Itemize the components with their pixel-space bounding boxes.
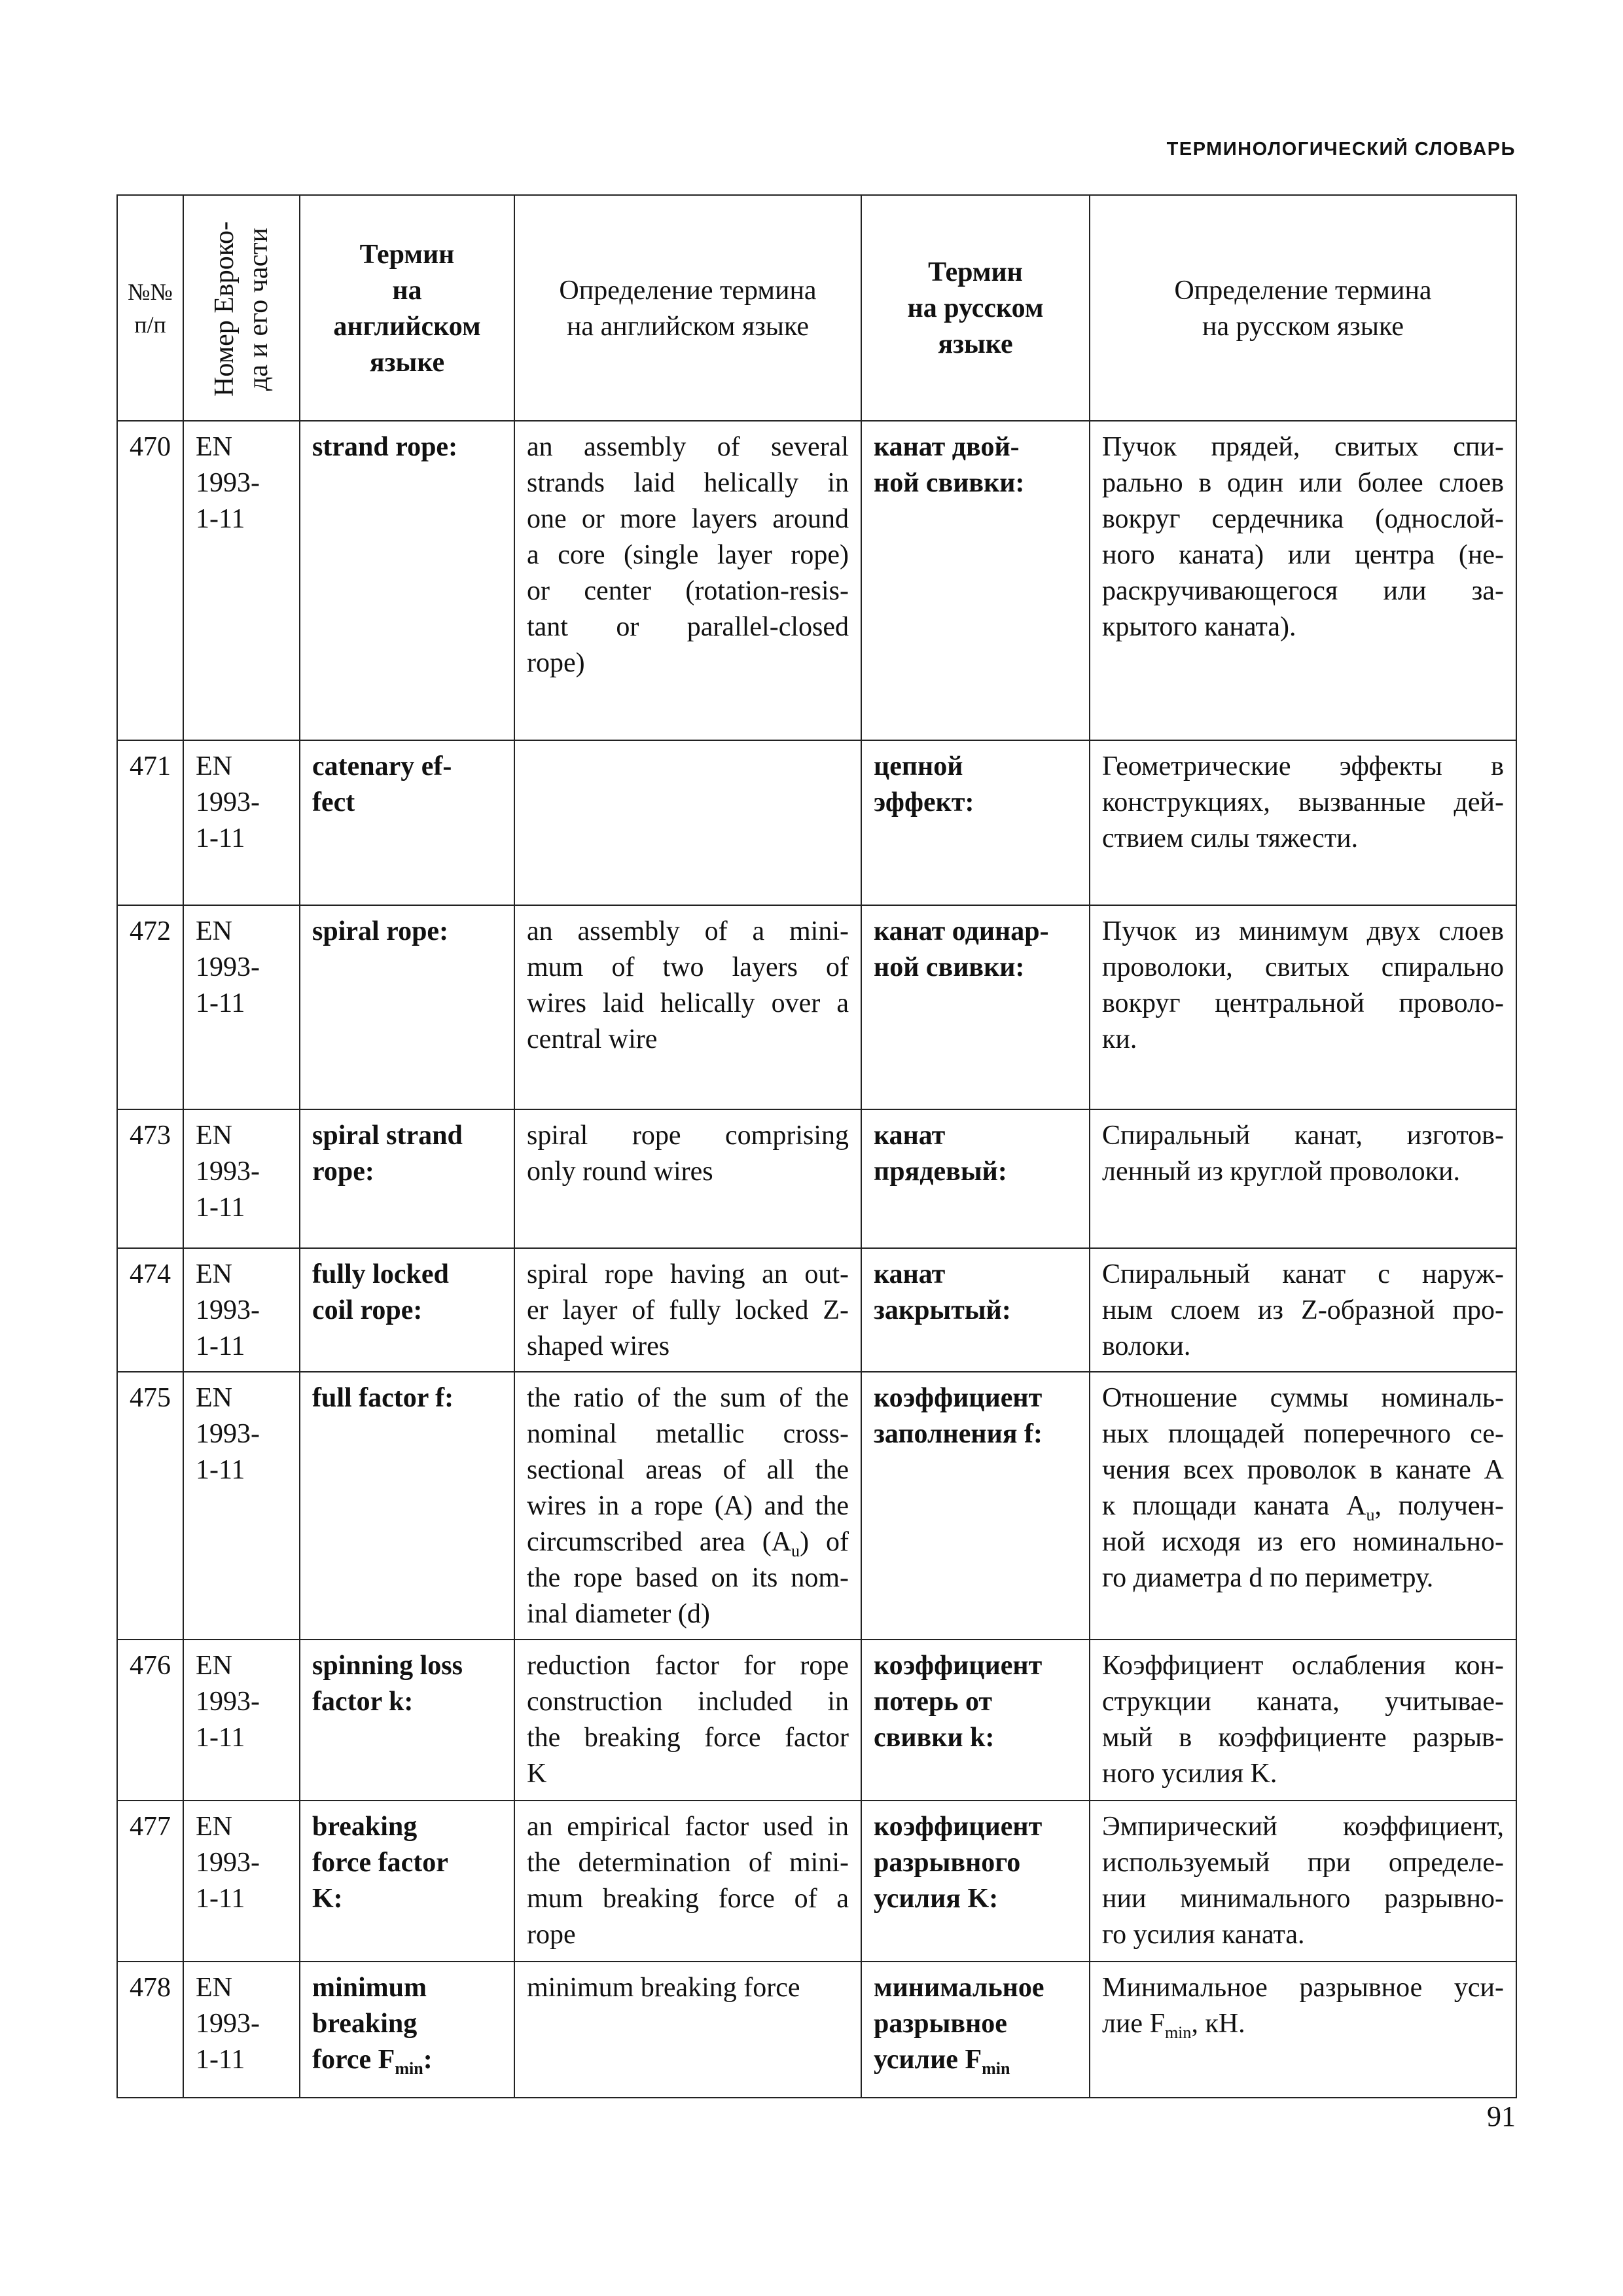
text-line: the rope based on its nom-	[527, 1563, 849, 1593]
table-row	[117, 1372, 1516, 1640]
text-line: force factor	[312, 1848, 448, 1878]
text-line: к площади каната $A_u$, получен-	[1102, 1491, 1505, 1525]
text-line: Пучок из минимум двух слоев	[1102, 916, 1504, 946]
text-line: минимальное	[874, 1973, 1044, 2003]
text-line: a core (single layer rope)	[527, 540, 849, 570]
text-line: струкции каната, учитывае-	[1102, 1687, 1504, 1717]
text-line: an assembly of several	[527, 432, 849, 462]
text-line: Геометрические эффекты в	[1102, 751, 1504, 781]
text-line: ного каната) или центра (не-	[1102, 540, 1504, 570]
text-line: Пучок прядей, свитых спи-	[1102, 432, 1504, 462]
text-line: mum breaking force of a	[527, 1884, 849, 1914]
text-line: force $F_{min}$:	[312, 2045, 433, 2079]
cell-num: 475	[117, 1372, 183, 1640]
text-line: канат	[874, 1121, 946, 1151]
text-line: spiral strand	[312, 1121, 463, 1151]
text-line: разрывного	[874, 1848, 1021, 1878]
running-head: ТЕРМИНОЛОГИЧЕСКИЙ СЛОВАРЬ	[1166, 139, 1516, 160]
text-line: wires laid helically over a	[527, 988, 849, 1018]
header-eurocode: Номер Евроко- да и его части	[183, 195, 300, 421]
table-row	[117, 740, 1516, 905]
cell-def-ru	[1090, 1109, 1516, 1248]
header-row	[117, 195, 1516, 421]
cell-def-ru	[1090, 1372, 1516, 1640]
cell-term-ru	[861, 1248, 1090, 1372]
text-line: мый в коэффициенте разрыв-	[1102, 1723, 1504, 1753]
text-line: sectional areas of all the	[527, 1455, 849, 1485]
table-row	[117, 1962, 1516, 2098]
cell-def-en	[514, 1109, 861, 1248]
cell-eurocode: EN 1993- 1-11	[183, 1372, 300, 1640]
header-num: №№ п/п	[117, 195, 183, 421]
cell-term-en	[300, 1248, 514, 1372]
text-line: канат	[874, 1259, 946, 1289]
cell-num: 478	[117, 1962, 183, 2098]
text-line: закрытый:	[874, 1295, 1011, 1325]
header-def-en: Определение термина на английском языке	[514, 195, 861, 421]
text-line: го диаметра d по периметру.	[1102, 1563, 1434, 1593]
cell-num: 470	[117, 421, 183, 740]
text-line: rope:	[312, 1157, 374, 1187]
text-line: an assembly of a mini-	[527, 916, 849, 946]
text-line: нии минимального разрывно-	[1102, 1884, 1504, 1914]
cell-num: 477	[117, 1801, 183, 1962]
cell-term-en	[300, 1640, 514, 1801]
text-line: раскручивающегося или за-	[1102, 576, 1504, 606]
cell-eurocode: EN 1993- 1-11	[183, 1640, 300, 1801]
text-line: разрывное	[874, 2009, 1007, 2039]
text-line: ным слоем из Z-образной про-	[1102, 1295, 1504, 1325]
cell-def-ru	[1090, 1962, 1516, 2098]
table-row	[117, 1248, 1516, 1372]
text-line: the ratio of the sum of the	[527, 1383, 849, 1413]
text-line: spinning loss	[312, 1651, 463, 1681]
cell-term-en	[300, 1109, 514, 1248]
text-line: коэффициент	[874, 1812, 1043, 1842]
text-line: breaking	[312, 1812, 418, 1842]
text-line: inal diameter (d)	[527, 1599, 710, 1629]
text-line: Эмпирический коэффициент,	[1102, 1812, 1504, 1842]
text-line: вокруг сердечника (однослой-	[1102, 504, 1504, 534]
cell-term-ru	[861, 421, 1090, 740]
cell-def-ru	[1090, 1801, 1516, 1962]
cell-def-ru	[1090, 1248, 1516, 1372]
cell-eurocode: EN 1993- 1-11	[183, 421, 300, 740]
cell-term-en	[300, 740, 514, 905]
text-line: K	[527, 1759, 547, 1789]
text-line: волоки.	[1102, 1331, 1191, 1361]
text-line: ки.	[1102, 1024, 1137, 1054]
cell-eurocode: EN 1993- 1-11	[183, 1248, 300, 1372]
cell-def-ru	[1090, 1640, 1516, 1801]
cell-term-ru	[861, 1801, 1090, 1962]
cell-eurocode: EN 1993- 1-11	[183, 740, 300, 905]
text-line: коэффициент	[874, 1383, 1043, 1413]
text-line: only round wires	[527, 1157, 713, 1187]
text-line: конструкциях, вызванные дей-	[1102, 787, 1504, 817]
cell-term-ru	[861, 1640, 1090, 1801]
header-def-ru: Определение термина на русском языке	[1090, 195, 1516, 421]
cell-term-ru	[861, 740, 1090, 905]
text-line: tant or parallel-closed	[527, 612, 849, 642]
text-line: вокруг центральной проволо-	[1102, 988, 1504, 1018]
text-line: усилие $F_{min}$	[874, 2045, 1010, 2079]
text-line: крытого каната).	[1102, 612, 1296, 642]
text-line: spiral rope comprising	[527, 1121, 849, 1151]
text-line: fully locked	[312, 1259, 449, 1289]
text-line: strand rope:	[312, 432, 458, 462]
cell-num: 474	[117, 1248, 183, 1372]
text-line: чения всех проволок в канате A	[1102, 1455, 1504, 1485]
page-number: 91	[1487, 2100, 1516, 2132]
cell-term-en	[300, 1801, 514, 1962]
text-line: канат одинар-	[874, 916, 1049, 946]
text-line: K:	[312, 1884, 343, 1914]
text-line: strands laid helically in	[527, 468, 849, 498]
text-line: проволоки, свитых спирально	[1102, 952, 1504, 982]
cell-def-en	[514, 1962, 861, 2098]
text-line: rope)	[527, 648, 585, 678]
text-line: заполнения f:	[874, 1419, 1043, 1449]
header-term-en: Термин на английском языке	[300, 195, 514, 421]
header-term-ru: Термин на русском языке	[861, 195, 1090, 421]
text-line: ленный из круглой проволоки.	[1102, 1157, 1461, 1187]
cell-def-en	[514, 1640, 861, 1801]
text-line: one or more layers around	[527, 504, 849, 534]
cell-num: 472	[117, 905, 183, 1109]
text-line: потерь от	[874, 1687, 993, 1717]
cell-num: 473	[117, 1109, 183, 1248]
cell-def-en	[514, 421, 861, 740]
text-line: reduction factor for rope	[527, 1651, 849, 1681]
text-line: full factor f:	[312, 1383, 454, 1413]
table-body	[117, 421, 1516, 2098]
text-line: эффект:	[874, 787, 974, 817]
cell-term-en	[300, 1962, 514, 2098]
text-line: Спиральный канат, изготов-	[1102, 1121, 1504, 1151]
cell-def-ru	[1090, 421, 1516, 740]
table-row	[117, 1109, 1516, 1248]
text-line: ных площадей поперечного се-	[1102, 1419, 1504, 1449]
cell-eurocode: EN 1993- 1-11	[183, 905, 300, 1109]
text-line: используемый при определе-	[1102, 1848, 1504, 1878]
text-line: свивки k:	[874, 1723, 995, 1753]
text-line: or center (rotation-resis-	[527, 576, 849, 606]
text-line: прядевый:	[874, 1157, 1007, 1187]
cell-def-en	[514, 740, 861, 905]
table-row	[117, 1640, 1516, 1801]
text-line: Коэффициент ослабления кон-	[1102, 1651, 1504, 1681]
cell-def-ru	[1090, 740, 1516, 905]
text-line: catenary ef-	[312, 751, 452, 781]
text-line: circumscribed area $(A_u)$ of	[527, 1527, 849, 1561]
text-line: breaking	[312, 2009, 418, 2039]
text-line: ствием силы тяжести.	[1102, 823, 1359, 853]
cell-term-en	[300, 1372, 514, 1640]
text-line: ной свивки:	[874, 468, 1025, 498]
cell-eurocode: EN 1993- 1-11	[183, 1962, 300, 2098]
cell-def-en	[514, 905, 861, 1109]
table-row	[117, 1801, 1516, 1962]
text-line: цепной	[874, 751, 963, 781]
text-line: an empirical factor used in	[527, 1812, 849, 1842]
text-line: spiral rope having an out-	[527, 1259, 849, 1289]
cell-term-ru	[861, 905, 1090, 1109]
text-line: mum of two layers of	[527, 952, 849, 982]
text-line: factor k:	[312, 1687, 414, 1717]
cell-num: 476	[117, 1640, 183, 1801]
cell-num: 471	[117, 740, 183, 905]
cell-def-ru	[1090, 905, 1516, 1109]
cell-term-ru	[861, 1962, 1090, 2098]
cell-eurocode: EN 1993- 1-11	[183, 1109, 300, 1248]
text-line: ного усилия K.	[1102, 1759, 1277, 1789]
text-line: er layer of fully locked Z-	[527, 1295, 849, 1325]
text-line: minimum breaking force	[527, 1973, 800, 2003]
text-line: Отношение суммы номиналь-	[1102, 1383, 1504, 1413]
table-row	[117, 905, 1516, 1109]
glossary-table	[116, 194, 1517, 2098]
cell-def-en	[514, 1372, 861, 1640]
text-line: лие $F_{min}$, кН.	[1102, 2009, 1245, 2043]
text-line: fect	[312, 787, 355, 817]
cell-def-en	[514, 1248, 861, 1372]
cell-def-en	[514, 1801, 861, 1962]
text-line: го усилия каната.	[1102, 1920, 1305, 1950]
text-line: coil rope:	[312, 1295, 423, 1325]
text-line: коэффициент	[874, 1651, 1043, 1681]
text-line: minimum	[312, 1973, 427, 2003]
text-line: wires in a rope (A) and the	[527, 1491, 849, 1521]
table-row	[117, 421, 1516, 740]
text-line: канат двой-	[874, 432, 1020, 462]
text-line: ной свивки:	[874, 952, 1025, 982]
text-line: the breaking force factor	[527, 1723, 849, 1753]
cell-term-en	[300, 421, 514, 740]
cell-eurocode: EN 1993- 1-11	[183, 1801, 300, 1962]
text-line: shaped wires	[527, 1331, 670, 1361]
text-line: central wire	[527, 1024, 658, 1054]
text-line: spiral rope:	[312, 916, 449, 946]
text-line: rope	[527, 1920, 576, 1950]
text-line: Спиральный канат с наруж-	[1102, 1259, 1504, 1289]
text-line: усилия K:	[874, 1884, 999, 1914]
text-line: the determination of mini-	[527, 1848, 849, 1878]
cell-term-ru	[861, 1109, 1090, 1248]
cell-term-ru	[861, 1372, 1090, 1640]
cell-term-en	[300, 905, 514, 1109]
text-line: рально в один или более слоев	[1102, 468, 1504, 498]
text-line: construction included in	[527, 1687, 849, 1717]
text-line: nominal metallic cross-	[527, 1419, 849, 1449]
text-line: Минимальное разрывное уси-	[1102, 1973, 1504, 2003]
text-line: ной исходя из его номинально-	[1102, 1527, 1504, 1557]
